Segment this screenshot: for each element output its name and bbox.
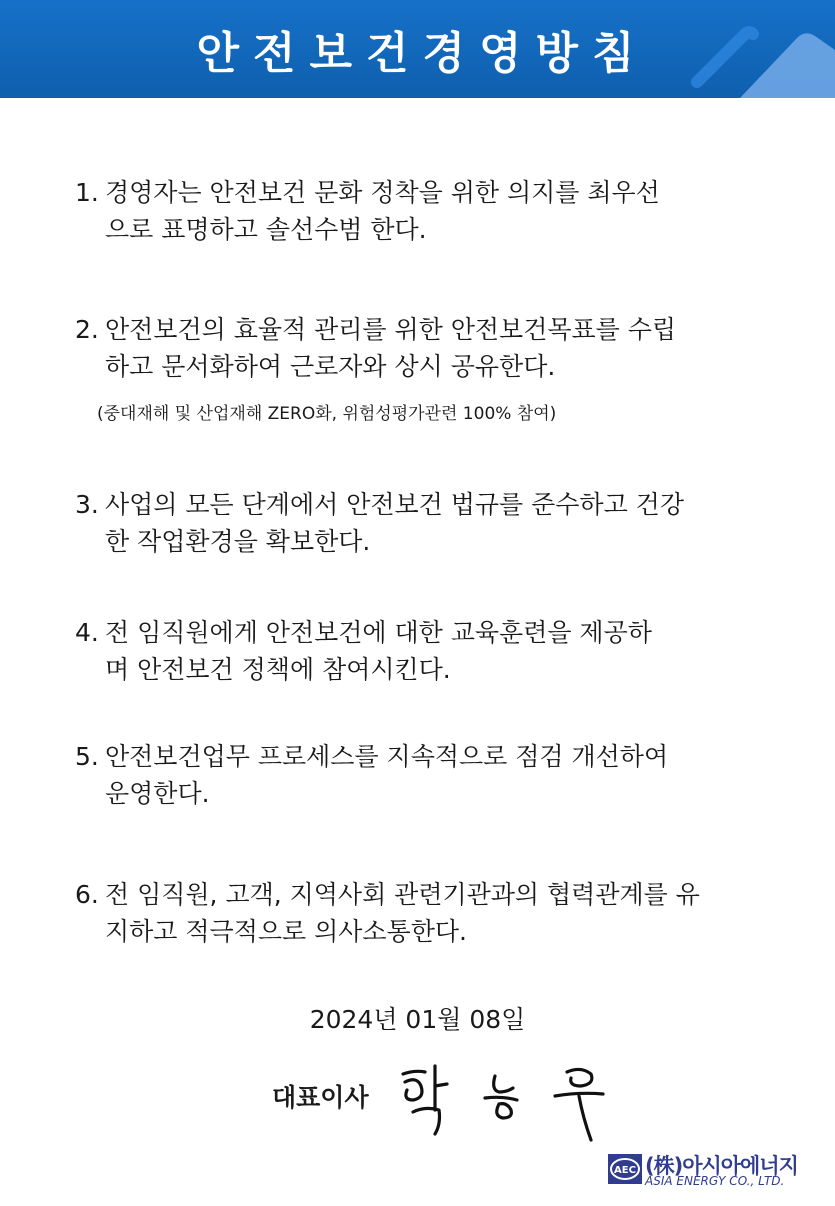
policy-text-line2: 지하고 적극적으로 의사소통한다. <box>105 917 467 946</box>
ceo-title: 대표이사 <box>272 1083 369 1112</box>
policy-text-line1: 전 임직원, 고객, 지역사회 관련기관과의 협력관계를 유 <box>105 880 700 909</box>
policy-number: 6. <box>75 880 99 909</box>
policy-text-line2: 하고 문서화하여 근로자와 상시 공유한다. <box>105 352 556 381</box>
policy-text-line1: 사업의 모든 단계에서 안전보건 법규를 준수하고 건강 <box>105 490 684 519</box>
header-banner <box>0 0 835 98</box>
policy-2-note: (중대재해 및 산업재해 ZERO화, 위험성평가관련 100% 참여) <box>97 404 557 424</box>
policy-text-line1: 안전보건업무 프로세스를 지속적으로 점검 개선하여 <box>105 742 669 771</box>
company-name-english: ASIA ENERGY CO., LTD. <box>645 1174 785 1188</box>
page-title: 안전보건경영방침 <box>196 28 649 79</box>
policy-text-line2: 으로 표명하고 솔선수범 한다. <box>105 215 427 244</box>
policy-text-line2: 며 안전보건 정책에 참여시킨다. <box>105 655 451 684</box>
policy-number: 4. <box>75 618 99 647</box>
company-logo-mark-text: AEC <box>614 1165 636 1176</box>
policy-number: 1. <box>75 178 99 207</box>
company-logo-mark <box>608 1154 642 1184</box>
company-name-korean: (株)아시아에너지 <box>645 1154 798 1178</box>
document-date: 2024년 01월 08일 <box>309 1005 526 1034</box>
signature-image <box>395 1052 625 1147</box>
company-logo <box>608 1150 818 1190</box>
policy-number: 5. <box>75 742 99 771</box>
policy-number: 3. <box>75 490 99 519</box>
policy-text-line1: 안전보건의 효율적 관리를 위한 안전보건목표를 수립 <box>105 315 677 344</box>
policy-text-line1: 전 임직원에게 안전보건에 대한 교육훈련을 제공하 <box>105 618 652 647</box>
policy-number: 2. <box>75 315 99 344</box>
policy-text-line2: 한 작업환경을 확보한다. <box>105 527 371 556</box>
policy-text-line1: 경영자는 안전보건 문화 정착을 위한 의지를 최우선 <box>105 178 660 207</box>
policy-text-line2: 운영한다. <box>105 779 210 808</box>
